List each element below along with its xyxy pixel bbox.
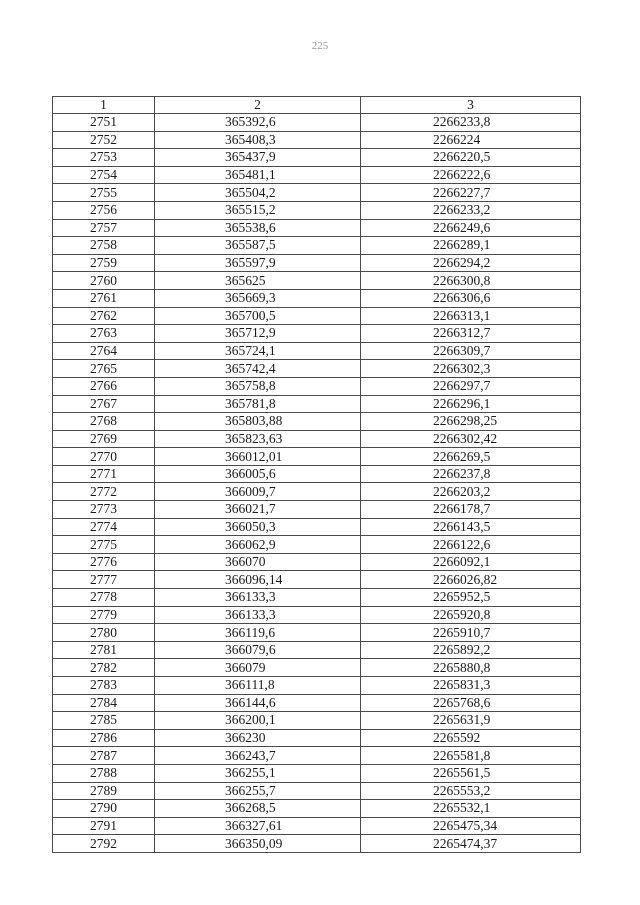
point-number-cell: 2772 <box>53 483 155 501</box>
y-coordinate-cell: 2265561,5 <box>361 764 581 782</box>
x-coordinate-cell: 366079 <box>155 659 361 677</box>
table-row <box>53 360 581 378</box>
y-coordinate-cell: 2266222,6 <box>361 166 581 184</box>
table-row <box>53 641 581 659</box>
x-coordinate-cell: 366230 <box>155 729 361 747</box>
point-number-cell: 2773 <box>53 501 155 519</box>
y-coordinate-cell: 2266269,5 <box>361 448 581 466</box>
y-coordinate-cell: 2266227,7 <box>361 184 581 202</box>
table-row <box>53 149 581 167</box>
point-number-cell: 2769 <box>53 430 155 448</box>
table-row <box>53 201 581 219</box>
x-coordinate-cell: 366268,5 <box>155 800 361 818</box>
x-coordinate-cell: 366133,3 <box>155 606 361 624</box>
y-coordinate-cell: 2266203,2 <box>361 483 581 501</box>
table-row <box>53 764 581 782</box>
y-coordinate-cell: 2266143,5 <box>361 518 581 536</box>
y-coordinate-cell: 2265831,3 <box>361 677 581 695</box>
y-coordinate-cell: 2266298,25 <box>361 413 581 431</box>
table-row <box>53 677 581 695</box>
table-row <box>53 729 581 747</box>
table-row <box>53 712 581 730</box>
table-row <box>53 430 581 448</box>
point-number-cell: 2782 <box>53 659 155 677</box>
column-header-3: 3 <box>361 97 581 114</box>
point-number-cell: 2766 <box>53 377 155 395</box>
table-row <box>53 377 581 395</box>
y-coordinate-cell: 2265474,37 <box>361 835 581 853</box>
table-row <box>53 307 581 325</box>
y-coordinate-cell: 2266297,7 <box>361 377 581 395</box>
x-coordinate-cell: 365758,8 <box>155 377 361 395</box>
table-row <box>53 536 581 554</box>
y-coordinate-cell: 2266249,6 <box>361 219 581 237</box>
point-number-cell: 2775 <box>53 536 155 554</box>
x-coordinate-cell: 365803,88 <box>155 413 361 431</box>
point-number-cell: 2770 <box>53 448 155 466</box>
y-coordinate-cell: 2266092,1 <box>361 553 581 571</box>
point-number-cell: 2760 <box>53 272 155 290</box>
y-coordinate-cell: 2265631,9 <box>361 712 581 730</box>
x-coordinate-cell: 366096,14 <box>155 571 361 589</box>
point-number-cell: 2757 <box>53 219 155 237</box>
point-number-cell: 2764 <box>53 342 155 360</box>
point-number-cell: 2791 <box>53 817 155 835</box>
table-row <box>53 624 581 642</box>
y-coordinate-cell: 2265892,2 <box>361 641 581 659</box>
x-coordinate-cell: 365823,63 <box>155 430 361 448</box>
y-coordinate-cell: 2265532,1 <box>361 800 581 818</box>
table-row <box>53 835 581 853</box>
table-row <box>53 817 581 835</box>
table-row <box>53 254 581 272</box>
page-number: 225 <box>311 40 329 52</box>
x-coordinate-cell: 366255,1 <box>155 764 361 782</box>
point-number-cell: 2768 <box>53 413 155 431</box>
x-coordinate-cell: 365515,2 <box>155 201 361 219</box>
table-row <box>53 166 581 184</box>
table-row <box>53 571 581 589</box>
table-row <box>53 659 581 677</box>
table-header-row <box>53 97 581 114</box>
point-number-cell: 2767 <box>53 395 155 413</box>
point-number-cell: 2759 <box>53 254 155 272</box>
x-coordinate-cell: 366021,7 <box>155 501 361 519</box>
table-body <box>53 114 581 853</box>
x-coordinate-cell: 366200,1 <box>155 712 361 730</box>
x-coordinate-cell: 365437,9 <box>155 149 361 167</box>
point-number-cell: 2754 <box>53 166 155 184</box>
y-coordinate-cell: 2266300,8 <box>361 272 581 290</box>
table-row <box>53 518 581 536</box>
point-number-cell: 2758 <box>53 237 155 255</box>
table-row <box>53 289 581 307</box>
y-coordinate-cell: 2266026,82 <box>361 571 581 589</box>
point-number-cell: 2787 <box>53 747 155 765</box>
table-row <box>53 694 581 712</box>
y-coordinate-cell: 2266289,1 <box>361 237 581 255</box>
point-number-cell: 2777 <box>53 571 155 589</box>
table-row <box>53 448 581 466</box>
x-coordinate-cell: 365392,6 <box>155 114 361 132</box>
point-number-cell: 2779 <box>53 606 155 624</box>
y-coordinate-cell: 2265475,34 <box>361 817 581 835</box>
x-coordinate-cell: 365408,3 <box>155 131 361 149</box>
column-header-1: 1 <box>53 97 155 114</box>
coordinates-table <box>52 96 581 853</box>
x-coordinate-cell: 365781,8 <box>155 395 361 413</box>
point-number-cell: 2761 <box>53 289 155 307</box>
point-number-cell: 2792 <box>53 835 155 853</box>
x-coordinate-cell: 365712,9 <box>155 325 361 343</box>
x-coordinate-cell: 366062,9 <box>155 536 361 554</box>
point-number-cell: 2756 <box>53 201 155 219</box>
x-coordinate-cell: 366005,6 <box>155 465 361 483</box>
table-row <box>53 589 581 607</box>
point-number-cell: 2763 <box>53 325 155 343</box>
x-coordinate-cell: 365504,2 <box>155 184 361 202</box>
x-coordinate-cell: 366012,01 <box>155 448 361 466</box>
table-row <box>53 114 581 132</box>
table-row <box>53 483 581 501</box>
x-coordinate-cell: 366243,7 <box>155 747 361 765</box>
table-row <box>53 325 581 343</box>
table-row <box>53 184 581 202</box>
x-coordinate-cell: 365700,5 <box>155 307 361 325</box>
table-row <box>53 465 581 483</box>
x-coordinate-cell: 366009,7 <box>155 483 361 501</box>
x-coordinate-cell: 366255,7 <box>155 782 361 800</box>
y-coordinate-cell: 2265910,7 <box>361 624 581 642</box>
x-coordinate-cell: 366350,09 <box>155 835 361 853</box>
y-coordinate-cell: 2266313,1 <box>361 307 581 325</box>
point-number-cell: 2784 <box>53 694 155 712</box>
y-coordinate-cell: 2266312,7 <box>361 325 581 343</box>
x-coordinate-cell: 365669,3 <box>155 289 361 307</box>
y-coordinate-cell: 2266237,8 <box>361 465 581 483</box>
table-row <box>53 747 581 765</box>
x-coordinate-cell: 365742,4 <box>155 360 361 378</box>
point-number-cell: 2778 <box>53 589 155 607</box>
point-number-cell: 2788 <box>53 764 155 782</box>
y-coordinate-cell: 2266296,1 <box>361 395 581 413</box>
x-coordinate-cell: 366144,6 <box>155 694 361 712</box>
column-header-2: 2 <box>155 97 361 114</box>
x-coordinate-cell: 365481,1 <box>155 166 361 184</box>
point-number-cell: 2774 <box>53 518 155 536</box>
x-coordinate-cell: 366111,8 <box>155 677 361 695</box>
y-coordinate-cell: 2265768,6 <box>361 694 581 712</box>
y-coordinate-cell: 2266220,5 <box>361 149 581 167</box>
y-coordinate-cell: 2266302,42 <box>361 430 581 448</box>
x-coordinate-cell: 365625 <box>155 272 361 290</box>
y-coordinate-cell: 2266233,2 <box>361 201 581 219</box>
y-coordinate-cell: 2266294,2 <box>361 254 581 272</box>
point-number-cell: 2776 <box>53 553 155 571</box>
y-coordinate-cell: 2265581,8 <box>361 747 581 765</box>
point-number-cell: 2753 <box>53 149 155 167</box>
table-row <box>53 413 581 431</box>
point-number-cell: 2785 <box>53 712 155 730</box>
y-coordinate-cell: 2266306,6 <box>361 289 581 307</box>
table-row <box>53 237 581 255</box>
x-coordinate-cell: 365597,9 <box>155 254 361 272</box>
x-coordinate-cell: 366327,61 <box>155 817 361 835</box>
point-number-cell: 2789 <box>53 782 155 800</box>
y-coordinate-cell: 2266302,3 <box>361 360 581 378</box>
y-coordinate-cell: 2266178,7 <box>361 501 581 519</box>
table-row <box>53 501 581 519</box>
point-number-cell: 2790 <box>53 800 155 818</box>
y-coordinate-cell: 2265553,2 <box>361 782 581 800</box>
table-row <box>53 782 581 800</box>
point-number-cell: 2783 <box>53 677 155 695</box>
table-row <box>53 219 581 237</box>
y-coordinate-cell: 2265952,5 <box>361 589 581 607</box>
y-coordinate-cell: 2266224 <box>361 131 581 149</box>
y-coordinate-cell: 2265920,8 <box>361 606 581 624</box>
x-coordinate-cell: 365587,5 <box>155 237 361 255</box>
y-coordinate-cell: 2265592 <box>361 729 581 747</box>
point-number-cell: 2762 <box>53 307 155 325</box>
point-number-cell: 2751 <box>53 114 155 132</box>
point-number-cell: 2752 <box>53 131 155 149</box>
table-row <box>53 272 581 290</box>
table-row <box>53 342 581 360</box>
table-row <box>53 553 581 571</box>
x-coordinate-cell: 365724,1 <box>155 342 361 360</box>
x-coordinate-cell: 366079,6 <box>155 641 361 659</box>
y-coordinate-cell: 2266122,6 <box>361 536 581 554</box>
x-coordinate-cell: 366050,3 <box>155 518 361 536</box>
y-coordinate-cell: 2266233,8 <box>361 114 581 132</box>
table-row <box>53 606 581 624</box>
point-number-cell: 2786 <box>53 729 155 747</box>
point-number-cell: 2755 <box>53 184 155 202</box>
point-number-cell: 2771 <box>53 465 155 483</box>
table-row <box>53 395 581 413</box>
y-coordinate-cell: 2265880,8 <box>361 659 581 677</box>
point-number-cell: 2781 <box>53 641 155 659</box>
table-row <box>53 800 581 818</box>
x-coordinate-cell: 366119,6 <box>155 624 361 642</box>
x-coordinate-cell: 366133,3 <box>155 589 361 607</box>
x-coordinate-cell: 366070 <box>155 553 361 571</box>
y-coordinate-cell: 2266309,7 <box>361 342 581 360</box>
x-coordinate-cell: 365538,6 <box>155 219 361 237</box>
point-number-cell: 2765 <box>53 360 155 378</box>
table-row <box>53 131 581 149</box>
point-number-cell: 2780 <box>53 624 155 642</box>
